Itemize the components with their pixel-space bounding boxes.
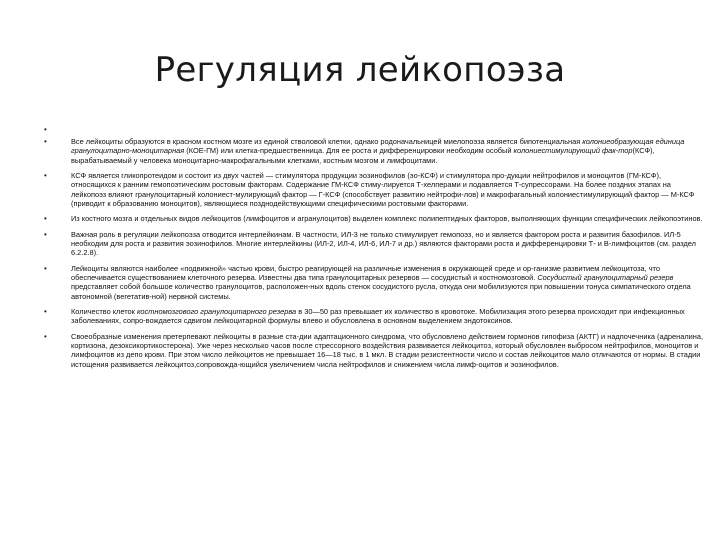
bullet-term: костномозгового гранулоцитарного резерва bbox=[136, 307, 297, 317]
bullet-term: колониеобразующая единица гранулоцитарно-моноцитарная bbox=[71, 137, 685, 156]
bullet-text: Важная роль в регуляции лейкопоэза отводится интерлейкинам. В частности, ИЛ-3 не только стимулирует гемопоэз, но и является фактором роста и развития базофилов. ИЛ-5 необходим для роста и развития эозинофилов. Многие интерлейкины (ИЛ-2, ИЛ-4, ИЛ-6, ИЛ-7 и др.) являются факторами роста и дифференцировки Т- и В-лимфоцитов (см. раздел 6.2.2.8). bbox=[71, 229, 696, 258]
bullet-text: (КОЕ-ГМ) или клетка-предшественница. Для ее роста и дифференцировки необходим особый bbox=[184, 146, 514, 156]
slide-body bbox=[44, 125, 704, 375]
slide-title: Регуляция лейкопоэза bbox=[154, 50, 566, 90]
bullet-item bbox=[44, 332, 704, 369]
bullet-item bbox=[44, 264, 704, 301]
bullet-item bbox=[44, 214, 704, 223]
bullet-list bbox=[44, 125, 704, 369]
bullet-text: представляет собой большое количество гранулоцитов, расположен-ных вдоль стенок сосудистого русла, откуда они мобилизуются при повышении тонуса симпатического отдела автономной (вегетатив-ной) нервной системы. bbox=[71, 282, 691, 301]
bullet-term: Сосудистый гранулоцитарный резерв bbox=[537, 273, 674, 283]
bullet-text: КСФ является гликопротеидом и состоит из двух частей — стимулятора продукции эозинофилов (эо-КСФ) и стимулятора про-дукции нейтрофилов и моноцитов (ГМ-КСФ), относящихся к ранним гемопоэтическим ростовым факторам. Содержание ГМ-КСФ стиму-лируется Т-хелперами и подавляется Т-супрессорами. На более поздних этапах на лейкопоэз влияют гранулоцитарный колониест-мулирующий фактор — Г-КСФ (способствует развитию нейтрофи-лов) и макрофагальный колониестимулирующий фактор — М-КСФ (приводит к образованию моноцитов), являющиеся позднодействующими специфическими ростовыми факторами. bbox=[71, 171, 695, 208]
bullet-item bbox=[44, 230, 704, 258]
bullet-text: (КСФ), вырабатываемый у человека моноцитарно-макрофагальными клетками, костным мозгом и лимфоцитами. bbox=[71, 146, 655, 165]
bullet-text: Все лейкоциты образуются в красном костном мозге из единой стволовой клетки, однако родоначальницей миелопоэза является бипотенциальная bbox=[71, 137, 583, 147]
bullet-text: Количество клеток bbox=[71, 307, 137, 317]
bullet-item bbox=[44, 137, 704, 165]
bullet-text: Своеобразные изменения претерпевают лейкоциты в разные ста-дии адаптационного синдрома, что обусловлено действием гормонов гипофиза (АКТГ) и надпочечника (адреналина, кортизона, дезоксикортикостерона). Уже через несколько часов после стрессорного воздействия развивается лейкоцитоз, который обусловлен выбросом нейтрофилов, моноцитов и лимфоцитов из депо крови. При этом число лейкоцитов не превышает 16—18 тыс. в 1 мкл. В стадии резистентности число и состав лейкоцитов мало отличаются от нормы. В стадии истощения развивается лейкоцитоз,сопровожда-ющийся увеличением числа нейтрофилов и снижением числа лимф-оцитов и эозинофилов. bbox=[71, 331, 704, 369]
bullet-text: Лейкоциты являются наиболее «подвижной» частью крови, быстро реагирующей на различные изменения в окружающей среде и ор-ганизме развитием лейкоцитоза, что обеспечивается существованием клеточного резерва. Известны два типа гранулоцитарных резервов — сосудистый и костномозговой. bbox=[71, 263, 660, 283]
bullet-term: колониестимулирующий фак-тор bbox=[513, 146, 633, 156]
bullet-item bbox=[44, 307, 704, 325]
bullet-text: Из костного мозга и отдельных видов лейкоцитов (лимфоцитов и агранулоцитов) выделен комплекс полипептидных факторов, выполняющих функции специфических лейкопоэтинов. bbox=[71, 214, 703, 224]
bullet-text: в 30—50 раз превышает их количество в кровотоке. Мобилизация этого резерва происходит при инфекционных заболеваниях, сопро-вождается сдвигом лейкоцитарной формулы влево и обусловлена в основном выделением эндотоксинов. bbox=[71, 307, 685, 326]
bullet-item-empty bbox=[44, 125, 704, 134]
bullet-item bbox=[44, 171, 704, 208]
